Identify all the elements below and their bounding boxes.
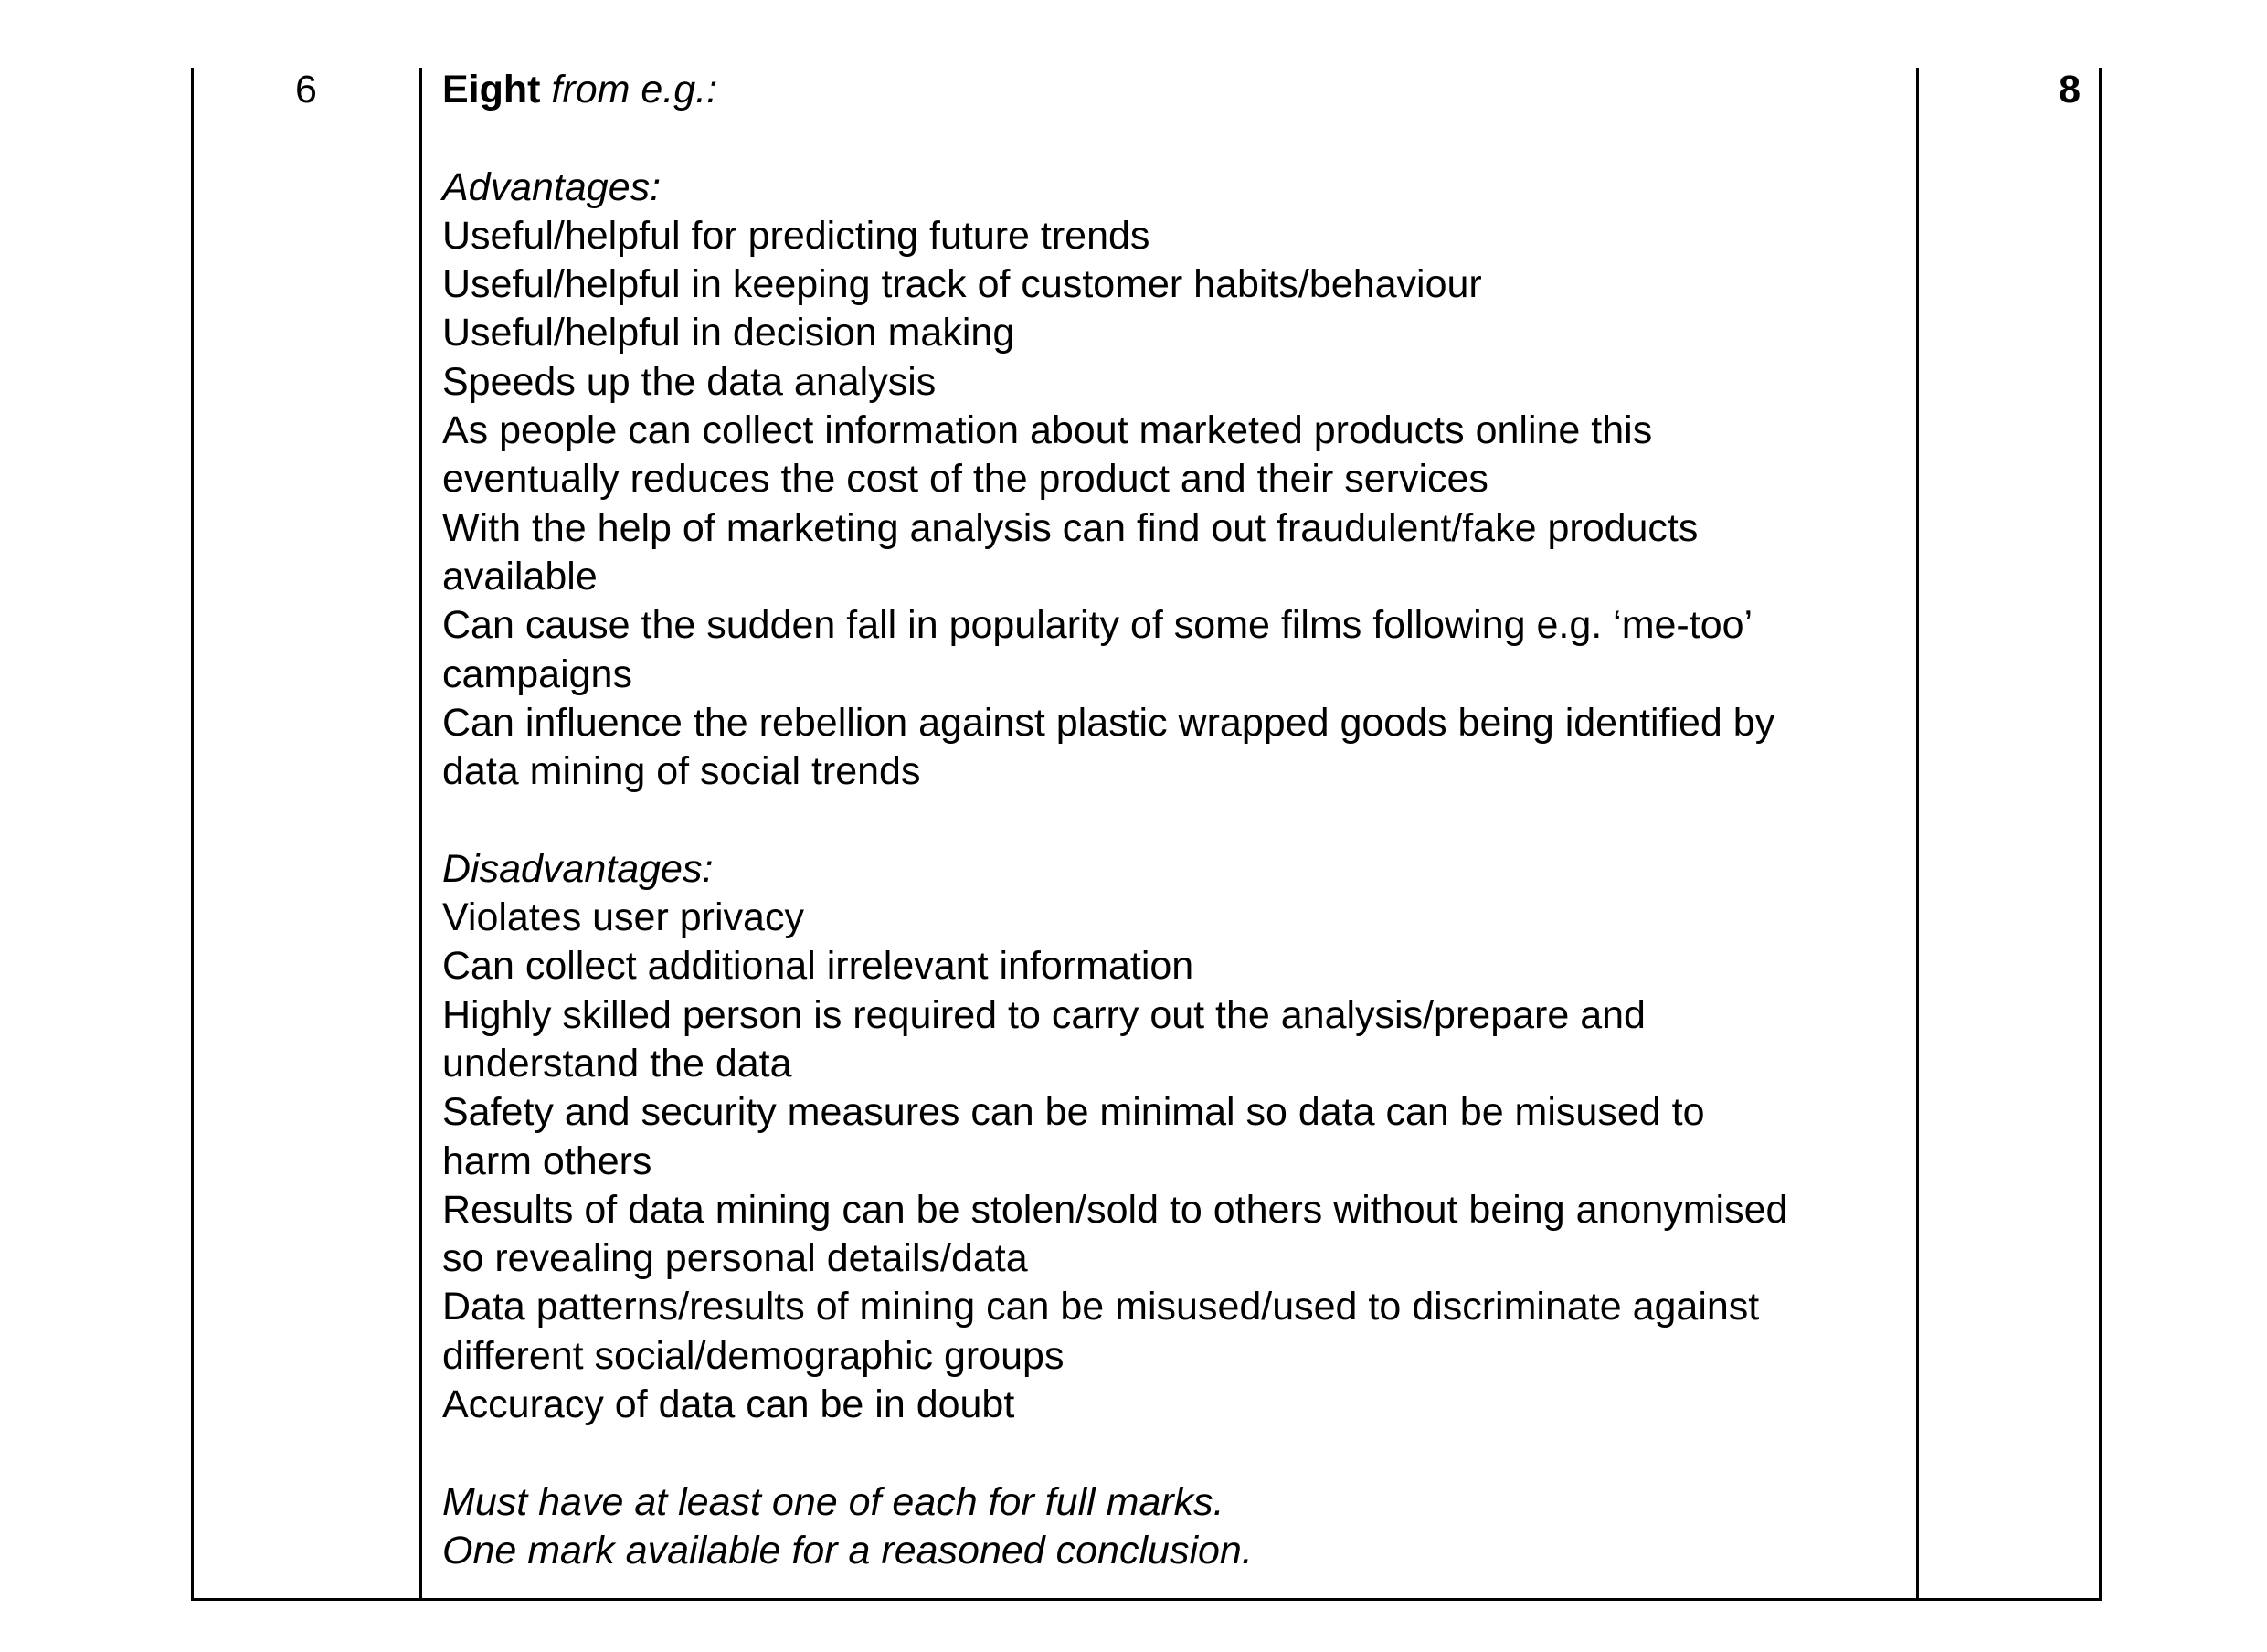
intro-count: Eight	[442, 68, 541, 111]
advantage-line: Useful/helpful for predicting future trends	[442, 213, 1150, 258]
disadvantage-line: Highly skilled person is required to carry out the analysis/prepare and	[442, 992, 1646, 1037]
advantage-line: As people can collect information about marketed products online this	[442, 408, 1653, 453]
spacer	[442, 114, 1923, 163]
advantage-line: eventually reduces the cost of the product and their services	[442, 457, 1488, 502]
advantage-line: Can influence the rebellion against plastic wrapped goods being identified by	[442, 700, 1775, 745]
table-border-right	[2099, 68, 2102, 1601]
advantage-line: Can cause the sudden fall in popularity of some films following e.g. ‘me-too’	[442, 603, 1753, 648]
disadvantage-line: Accuracy of data can be in doubt	[442, 1382, 1015, 1427]
disadvantage-line: harm others	[442, 1138, 652, 1183]
advantage-line: Speeds up the data analysis	[442, 359, 937, 404]
disadvantage-line: so revealing personal details/data	[442, 1236, 1028, 1281]
disadvantage-line: understand the data	[442, 1041, 792, 1085]
advantage-line: available	[442, 554, 598, 598]
disadvantage-line: Violates user privacy	[442, 895, 804, 940]
advantage-line: Useful/helpful in decision making	[442, 311, 1015, 355]
disadvantage-line: different social/demographic groups	[442, 1333, 1065, 1378]
disadvantages-heading: Disadvantages:	[442, 846, 714, 891]
disadvantage-line: Results of data mining can be stolen/sold to others without being anonymised	[442, 1187, 1788, 1232]
disadvantage-line: Safety and security measures can be minimal so data can be misused to	[442, 1090, 1705, 1135]
table-border-bottom	[191, 1598, 2102, 1601]
intro-qualifier: from e.g.:	[540, 68, 718, 111]
column-divider-question	[419, 68, 422, 1601]
advantage-line: data mining of social trends	[442, 749, 921, 794]
advantage-line: Useful/helpful in keeping track of customer habits/behaviour	[442, 262, 1482, 307]
advantage-line: With the help of marketing analysis can find out fraudulent/fake products	[442, 505, 1699, 550]
marking-note: Must have at least one of each for full marks.	[442, 1479, 1224, 1524]
marks-value: 8	[2059, 68, 2081, 111]
advantage-line: campaigns	[442, 651, 632, 696]
advantages-heading: Advantages:	[442, 164, 662, 209]
marking-note: One mark available for a reasoned conclusion.	[442, 1528, 1253, 1573]
answer-intro	[442, 66, 1923, 114]
disadvantage-line: Can collect additional irrelevant information	[442, 944, 1194, 989]
table-border-left	[191, 68, 194, 1601]
spacer	[442, 1429, 1923, 1477]
answer-cell	[442, 66, 1923, 1575]
spacer	[442, 796, 1923, 844]
disadvantage-line: Data patterns/results of mining can be misused/used to discriminate against	[442, 1285, 1760, 1329]
question-number: 6	[295, 68, 317, 111]
